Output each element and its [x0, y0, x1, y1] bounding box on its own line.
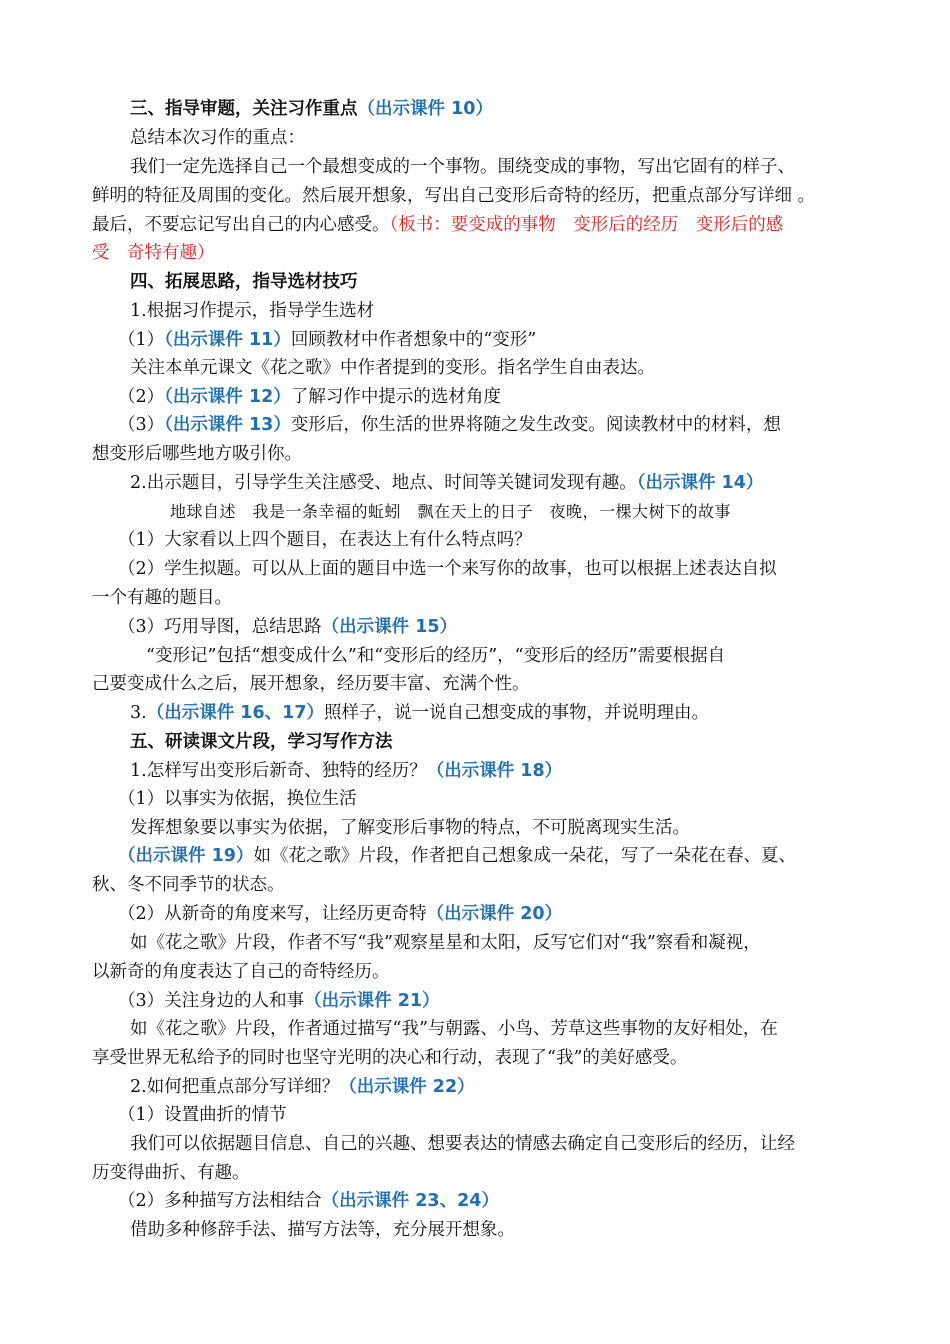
text-line	[92, 443, 302, 465]
text-line	[118, 414, 781, 436]
text-line	[130, 817, 690, 839]
text-segment: （2）从新奇的角度来写，让经历更奇特	[118, 904, 427, 924]
text-line	[170, 501, 731, 523]
text-segment: （2）多种描写方法相结合	[118, 1191, 322, 1211]
text-segment: 如《花之歌》片段，作者不写“我”观察星星和太阳，反写它们对“我”察看和凝视，	[130, 933, 761, 953]
text-line	[130, 156, 795, 178]
board-note: 受 奇特有趣）	[92, 243, 215, 263]
text-line	[130, 98, 493, 120]
text-line	[118, 903, 562, 925]
text-line	[118, 990, 440, 1012]
courseware-ref: （出示课件 11）	[164, 330, 291, 350]
courseware-ref: （出示课件 23、24）	[321, 1191, 499, 1211]
text-line	[130, 1133, 795, 1155]
text-segment: （1）以事实为依据，换位生活	[118, 789, 357, 809]
courseware-ref: （出示课件 16、17）	[146, 703, 325, 723]
text-segment: 我们可以依据题目信息、自己的兴趣、想要表达的情感去确定自己变形后的经历，让经	[130, 1134, 795, 1154]
courseware-ref: （出示课件 13）	[164, 415, 291, 435]
courseware-ref: （出示课件 22）	[339, 1077, 475, 1097]
text-segment: 2.如何把重点部分写详细？	[130, 1077, 340, 1097]
text-line	[130, 731, 393, 753]
text-segment: 己要变成什么之后，展开想象，经历要丰富、充满个性。	[92, 674, 530, 694]
text-segment: 3.	[130, 703, 147, 723]
text-segment: 最后，不要忘记写出自己的内心感受。	[92, 215, 390, 235]
text-segment: 1.怎样写出变形后新奇、独特的经历？	[130, 761, 427, 781]
section-heading: 五、研读课文片段，学习写作方法	[130, 732, 393, 752]
text-line	[118, 329, 536, 351]
text-line	[118, 529, 532, 551]
text-line	[118, 616, 457, 638]
text-segment: （1）大家看以上四个题目，在表达上有什么特点吗？	[118, 530, 532, 550]
text-segment: 秋、冬不同季节的状态。	[92, 875, 285, 895]
text-segment: “变形记”包括“想变成什么”和“变形后的经历”，“变形后的经历”需要根据自	[146, 646, 726, 666]
text-line	[118, 845, 796, 867]
text-segment: 变形后，你生活的世界将随之发生改变。阅读教材中的材料，想	[290, 415, 781, 435]
text-segment: 总结本次习作的重点：	[130, 128, 305, 148]
text-segment: （2）	[118, 387, 165, 407]
text-segment: 了解习作中提示的选材角度	[290, 387, 501, 407]
text-line	[92, 1047, 687, 1069]
text-line	[130, 1018, 778, 1040]
text-segment: 历变得曲折、有趣。	[92, 1163, 250, 1183]
text-segment: （3）	[118, 415, 165, 435]
text-line	[130, 472, 763, 494]
courseware-ref: （出示课件 15）	[321, 617, 458, 637]
text-segment: 回顾教材中作者想象中的“变形”	[290, 330, 537, 350]
text-line	[92, 185, 815, 207]
text-segment: 一个有趣的题目。	[92, 588, 232, 608]
text-segment: 关注本单元课文《花之歌》中作者提到的变形。指名学生自由表达。	[130, 358, 655, 378]
text-line	[92, 874, 285, 896]
text-segment: 想变形后哪些地方吸引你。	[92, 444, 302, 464]
text-segment: 享受世界无私给予的同时也坚守光明的决心和行动，表现了“我”的美好感受。	[92, 1048, 688, 1068]
text-segment: 2.出示题目，引导学生关注感受、地点、时间等关键词发现有趣。	[130, 473, 637, 493]
text-segment: （1）	[118, 330, 165, 350]
courseware-ref: （出示课件 10）	[357, 99, 493, 119]
text-segment: 借助多种修辞手法、描写方法等，充分展开想象。	[130, 1220, 515, 1240]
text-segment: 鲜明的特征及周围的变化。然后展开想象，写出自己变形后奇特的经历，把重点部分写详细 。	[92, 186, 816, 206]
text-line	[92, 673, 530, 695]
section-heading: 三、指导审题，关注习作重点	[130, 99, 358, 119]
text-segment: （1）设置曲折的情节	[118, 1105, 287, 1125]
text-segment: （3）巧用导图，总结思路	[118, 617, 322, 637]
text-segment: 1.根据习作提示，指导学生选材	[130, 301, 375, 321]
text-line	[92, 242, 215, 264]
text-segment: （2）学生拟题。可以从上面的题目中选一个来写你的故事，也可以根据上述表达自拟	[118, 559, 777, 579]
text-line	[130, 1219, 515, 1241]
text-segment: （3）关注身边的人和事	[118, 991, 305, 1011]
text-line	[118, 788, 357, 810]
text-segment: 如《花之歌》片段，作者把自己想象成一朵花，写了一朵花在春、夏、	[253, 846, 796, 866]
text-line	[130, 702, 709, 724]
text-segment: 地球自述 我是一条幸福的蚯蚓 飘在天上的日子 夜晚，一棵大树下的故事	[170, 502, 732, 521]
text-line	[130, 271, 358, 293]
courseware-ref: （出示课件 21）	[304, 991, 440, 1011]
text-line	[92, 214, 783, 236]
text-line	[130, 357, 655, 379]
text-line	[118, 386, 501, 408]
text-line	[92, 587, 232, 609]
text-line	[130, 127, 305, 149]
text-segment: 照样子，说一说自己想变成的事物，并说明理由。	[324, 703, 710, 723]
courseware-ref: （出示课件 18）	[426, 761, 563, 781]
text-line	[92, 1162, 250, 1184]
courseware-ref: （出示课件 20）	[426, 904, 563, 924]
text-line	[130, 760, 562, 782]
text-line	[118, 1190, 499, 1212]
text-line	[130, 300, 374, 322]
text-segment: 如《花之歌》片段，作者通过描写“我”与朝露、小鸟、芳草这些事物的友好相处，在	[130, 1019, 778, 1039]
text-line	[118, 1104, 287, 1126]
text-line	[130, 932, 761, 954]
board-note: （板书：要变成的事物 变形后的经历 变形后的感	[389, 215, 784, 235]
text-segment: 以新奇的角度表达了自己的奇特经历。	[92, 962, 390, 982]
text-line	[118, 558, 777, 580]
courseware-ref: （出示课件 12）	[164, 387, 291, 407]
section-heading: 四、拓展思路，指导选材技巧	[130, 272, 358, 292]
text-line	[146, 645, 725, 667]
text-segment: 发挥想象要以事实为依据，了解变形后事物的特点，不可脱离现实生活。	[130, 818, 690, 838]
text-segment: 我们一定先选择自己一个最想变成的一个事物。围绕变成的事物，写出它固有的样子、	[130, 157, 795, 177]
courseware-ref: （出示课件 14）	[636, 473, 764, 493]
text-line	[92, 961, 390, 983]
text-line	[130, 1076, 475, 1098]
courseware-ref: （出示课件 19）	[118, 846, 254, 866]
